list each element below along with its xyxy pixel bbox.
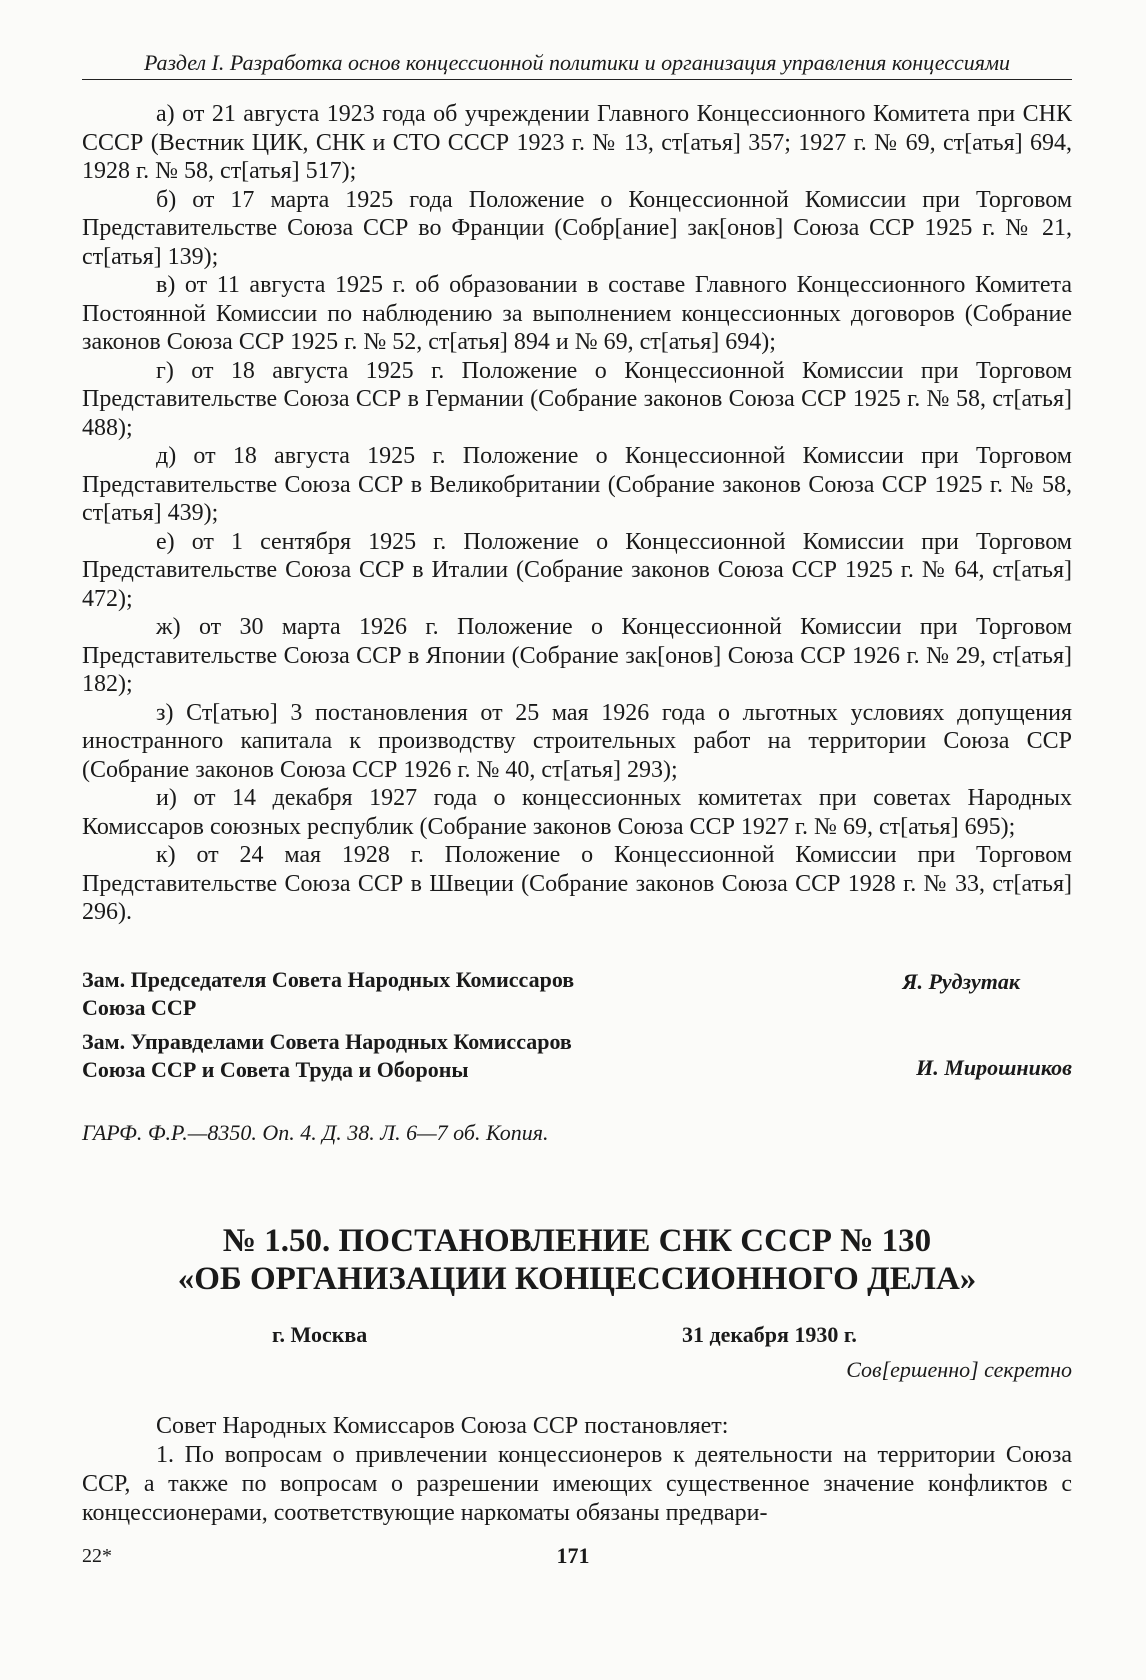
document-place: г. Москва xyxy=(272,1322,368,1347)
classification-mark: Сов[ершенно] секретно xyxy=(846,1357,1072,1382)
running-header xyxy=(82,50,1072,80)
signatory-name: Я. Рудзутак xyxy=(902,969,1020,994)
list-item: ж) от 30 марта 1926 г. Положение о Концессионной Комиссии при Торговом Представительстве Союза ССР в Японии (Собрание зак[онов] Союза ССР 1926 г. № 29, ст[атья] 182); xyxy=(82,614,1072,697)
signatory-name: И. Мирошников xyxy=(916,1055,1072,1080)
list-item: к) от 24 мая 1928 г. Положение о Концессионной Комиссии при Торговом Представительстве Союза ССР в Швеции (Собрание законов Союза ССР 1928 г. № 33, ст[атья] 296). xyxy=(82,842,1072,925)
list-of-decrees xyxy=(82,100,1072,927)
signature-block xyxy=(82,1028,1072,1084)
list-item: з) Ст[атью] 3 постановления от 25 мая 1926 года о льготных условиях допущения иностранного капитала к производству строительных работ на территории Союза ССР (Собрание законов Союза ССР 1926 г. № 40, ст[атья] 293); xyxy=(82,699,1072,783)
signatory-title: Зам. Председателя Совета Народных Комиссаров Союза ССР xyxy=(82,967,575,1020)
list-item: а) от 21 августа 1923 года об учреждении Главного Концессионного Комитета при СНК СССР (Вестник ЦИК, СНК и СТО СССР 1923 г. № 13, ст[атья] 357; 1927 г. № 69, ст[атья] 694, 1928 г. № 58, ст[атья] 517); xyxy=(82,101,1072,184)
page-number: 171 xyxy=(556,1543,590,1568)
list-item: е) от 1 сентября 1925 г. Положение о Концессионной Комиссии при Торговом Представительстве Союза ССР в Италии (Собрание законов Союза ССР 1925 г. № 64, ст[атья] 472); xyxy=(82,528,1072,612)
preamble: Совет Народных Комиссаров Союза ССР постановляет: xyxy=(156,1413,729,1439)
signatory-title: Зам. Управделами Совета Народных Комиссаров Союза ССР и Совета Труда и Обороны xyxy=(82,1029,572,1082)
list-item: и) от 14 декабря 1927 года о концессионных комитетах при советах Народных Комиссаров союзных республик (Собрание законов Союза ССР 1927 г. № 69, ст[атья] 695); xyxy=(82,785,1072,840)
signature-block xyxy=(82,966,1072,1022)
signature-section xyxy=(82,966,1072,1090)
document-title: № 1.50. ПОСТАНОВЛЕНИЕ СНК СССР № 130 «ОБ ОРГАНИЗАЦИИ КОНЦЕССИОННОГО ДЕЛА» xyxy=(177,1223,977,1297)
signature-mark: 22* xyxy=(82,1545,112,1567)
list-item: д) от 18 августа 1925 г. Положение о Концессионной Комиссии при Торговом Представительстве Союза ССР в Великобритании (Собрание законов Союза ССР 1925 г. № 58, ст[атья] 439); xyxy=(82,443,1072,526)
list-item: г) от 18 августа 1925 г. Положение о Концессионной Комиссии при Торговом Представительстве Союза ССР в Германии (Собрание законов Союза ССР 1925 г. № 58, ст[атья] 488); xyxy=(82,357,1072,441)
list-item: б) от 17 марта 1925 года Положение о Концессионной Комиссии при Торговом Представительстве Союза ССР во Франции (Собр[ание] зак[онов] Союза ССР 1925 г. № 21, ст[атья] 139); xyxy=(82,186,1072,270)
decree-body xyxy=(82,1412,1072,1528)
point-1: 1. По вопросам о привлечении концессионеров к деятельности на территории Союза ССР, а также по вопросам о разрешении имеющих существенное значение конфликтов с концессионерами, соответствующие наркоматы обязаны предвари- xyxy=(82,1442,1072,1526)
running-title: Раздел I. Разработка основ концессионной политики и организация управления концессиями xyxy=(143,50,1011,75)
list-item: в) от 11 августа 1925 г. об образовании в составе Главного Концессионного Комитета Постоянной Комиссии по наблюдению за выполнением концессионных договоров (Собрание законов Союза ССР 1925 г. № 52, ст[атья] 894 и № 69, ст[атья] 694); xyxy=(82,272,1072,355)
archive-reference: ГАРФ. Ф.Р.—8350. Оп. 4. Д. 38. Л. 6—7 об. Копия. xyxy=(82,1120,549,1145)
document-date: 31 декабря 1930 г. xyxy=(682,1322,857,1347)
